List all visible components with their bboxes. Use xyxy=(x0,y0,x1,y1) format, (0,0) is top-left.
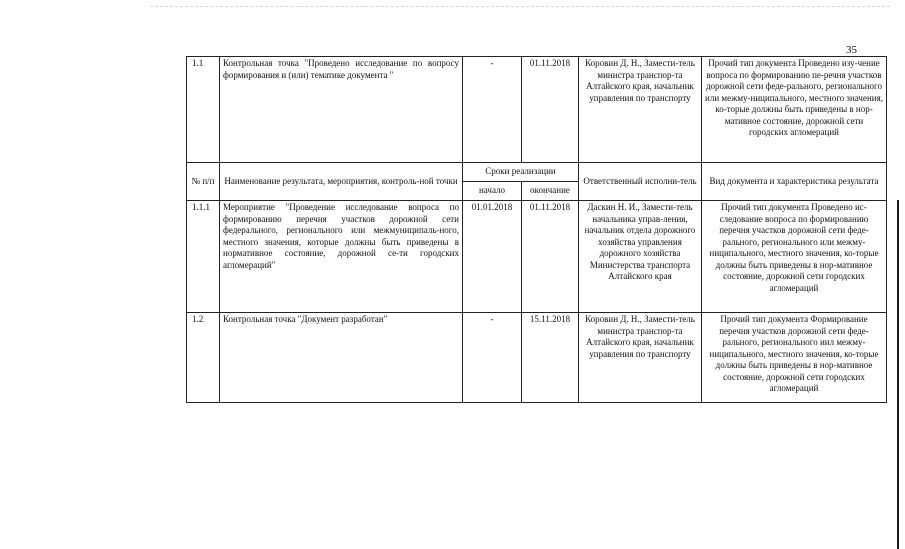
row-number: 1.1 xyxy=(187,57,220,163)
row-number: 1.1.1 xyxy=(187,201,220,313)
table-row xyxy=(187,57,887,163)
result-name: Контрольная точка "Документ разработан" xyxy=(220,313,463,403)
start-date: - xyxy=(463,57,522,163)
page-number: 35 xyxy=(846,44,857,56)
document-type: Прочий тип документа Проведено ис-следование вопроса по формированию перечня участков дорожной сети феде-рального, регионального или межму-ниципального, местного значения, ко-торые должны быть приведены в нор-мативное состояние, дорожной сети городских агломераций xyxy=(702,201,887,313)
table-row xyxy=(187,313,887,403)
header-start: начало xyxy=(463,182,522,201)
document-type: Прочий тип документа Формирование перечня участков дорожной сети феде-рального, регионального иил межму-ниципального, местного значения, ко-торые должны быть приведены в нор-мативное состояние, дорожной сети городских агломераций xyxy=(702,313,887,403)
implementation-plan-table xyxy=(186,56,887,403)
document-type: Прочий тип документа Проведено изу-чение вопроса по формированию пе-речня участков дорожной сети феде-рального, регионального или межму-ниципального, местного значения, ко-торые должны быть приведены в нор-мативное состояние, дорожной сети городских агломераций xyxy=(702,57,887,163)
result-name: Контрольная точка "Проведено исследование по вопросу формирования и (или) тематике документа " xyxy=(220,57,463,163)
responsible-person: Даскин Н. И., Замести-тель начальника управ-ления, начальник отдела дорожного хозяйства управления дорожного хозяйства Министерства транспорта Алтайского края xyxy=(579,201,702,313)
scan-artifact-line xyxy=(150,6,890,7)
end-date: 01.11.2018 xyxy=(522,57,579,163)
start-date: - xyxy=(463,313,522,403)
header-end: окончание xyxy=(522,182,579,201)
result-name: Мероприятие "Проведение исследование вопроса по формированию перечня участков дорожной сети федерального, регионального или межмуниципаль-ного, местного значения, которые должны быть приведены в нормативное состояние, дорожной се-ти городских агломераций" xyxy=(220,201,463,313)
end-date: 15.11.2018 xyxy=(522,313,579,403)
header-period: Сроки реализации xyxy=(463,163,579,182)
header-number: № п/п xyxy=(187,163,220,201)
table-row xyxy=(187,201,887,313)
header-document: Вид документа и характеристика результата xyxy=(702,163,887,201)
page-edge-shadow xyxy=(897,200,899,549)
start-date: 01.01.2018 xyxy=(463,201,522,313)
row-number: 1.2 xyxy=(187,313,220,403)
header-responsible: Ответственный исполни-тель xyxy=(579,163,702,201)
table-header-row xyxy=(187,163,887,182)
end-date: 01.11.2018 xyxy=(522,201,579,313)
responsible-person: Коровин Д. Н., Замести-тель министра транспор-та Алтайского края, начальник управления по транспорту xyxy=(579,313,702,403)
header-name: Наименование результата, мероприятия, контроль-ной точки xyxy=(220,163,463,201)
responsible-person: Коровин Д. Н., Замести-тель министра транспор-та Алтайского края, начальник управления по транспорту xyxy=(579,57,702,163)
